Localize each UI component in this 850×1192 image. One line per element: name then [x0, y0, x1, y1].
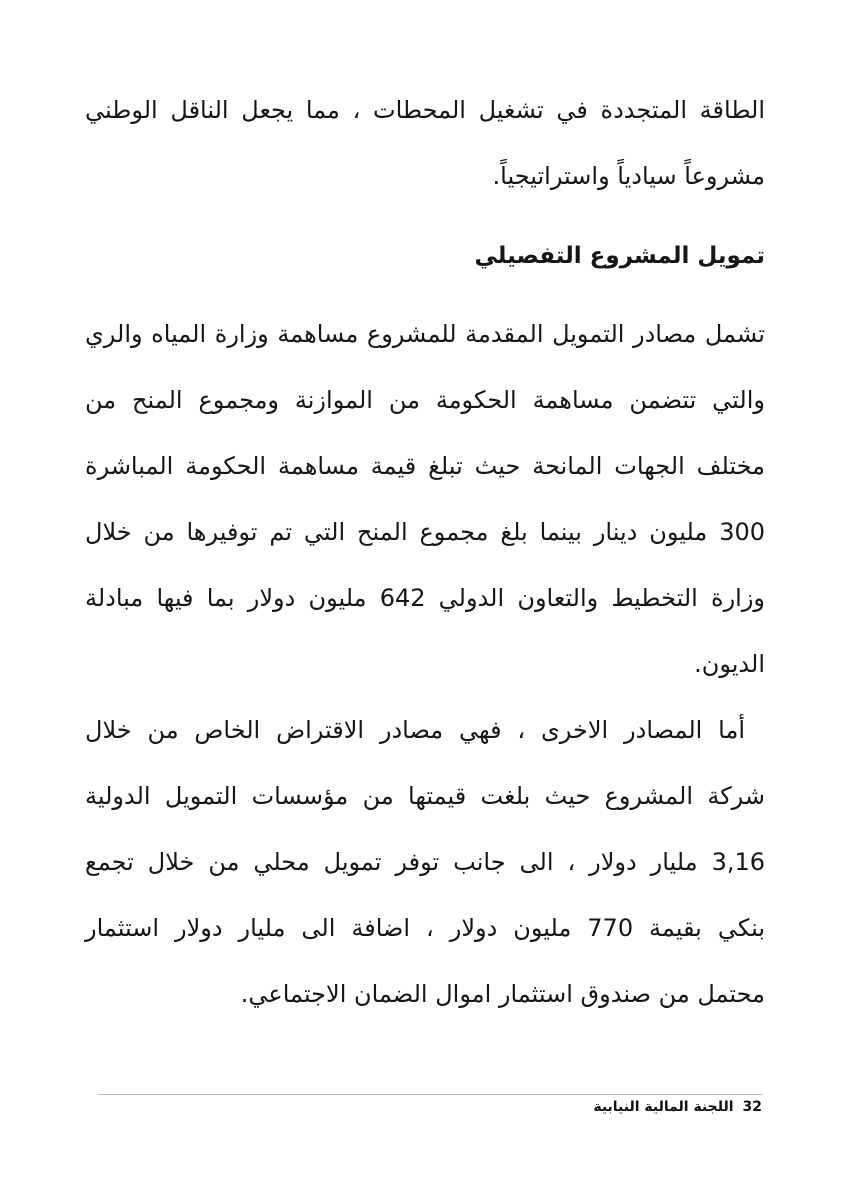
other-sources-paragraph-line-1: أما المصادر الاخرى ، فهي مصادر الاقتراض الخاص من خلال	[85, 716, 745, 744]
other-sources-paragraph-line-4: بنكي بقيمة 770 مليون دولار ، اضافة الى مليار دولار استثمار	[85, 914, 765, 942]
funding-paragraph-line-3: مختلف الجهات المانحة حيث تبلغ قيمة مساهمة الحكومة المباشرة	[85, 452, 765, 480]
section-heading: تمويل المشروع التفصيلي	[474, 243, 765, 269]
funding-paragraph-line-1: تشمل مصادر التمويل المقدمة للمشروع مساهمة وزارة المياه والري	[85, 320, 765, 348]
funding-paragraph-line-6: الديون.	[694, 650, 765, 678]
footer-committee-label: اللجنة المالية النيابية	[593, 1099, 734, 1115]
funding-paragraph-line-5: وزارة التخطيط والتعاون الدولي 642 مليون دولار بما فيها مبادلة	[85, 584, 766, 612]
document-body	[85, 77, 765, 1027]
funding-paragraph-line-2: والتي تتضمن مساهمة الحكومة من الموازنة ومجموع المنح من	[85, 386, 765, 414]
funding-paragraph-line-4: 300 مليون دينار بينما بلغ مجموع المنح التي تم توفيرها من خلال	[85, 518, 765, 546]
other-sources-paragraph-line-5: محتمل من صندوق استثمار اموال الضمان الاجتماعي.	[240, 980, 765, 1008]
page-footer	[593, 1095, 762, 1119]
intro-paragraph-line-1: الطاقة المتجددة في تشغيل المحطات ، مما يجعل الناقل الوطني	[85, 96, 765, 124]
other-sources-paragraph-line-3: 3,16 مليار دولار ، الى جانب توفر تمويل محلي من خلال تجمع	[85, 848, 765, 876]
other-sources-paragraph-line-2: شركة المشروع حيث بلغت قيمتها من مؤسسات التمويل الدولية	[85, 782, 765, 810]
footer-page-number: 32	[742, 1099, 762, 1115]
intro-paragraph-line-2: مشروعاً سيادياً واستراتيجياً.	[492, 162, 765, 190]
